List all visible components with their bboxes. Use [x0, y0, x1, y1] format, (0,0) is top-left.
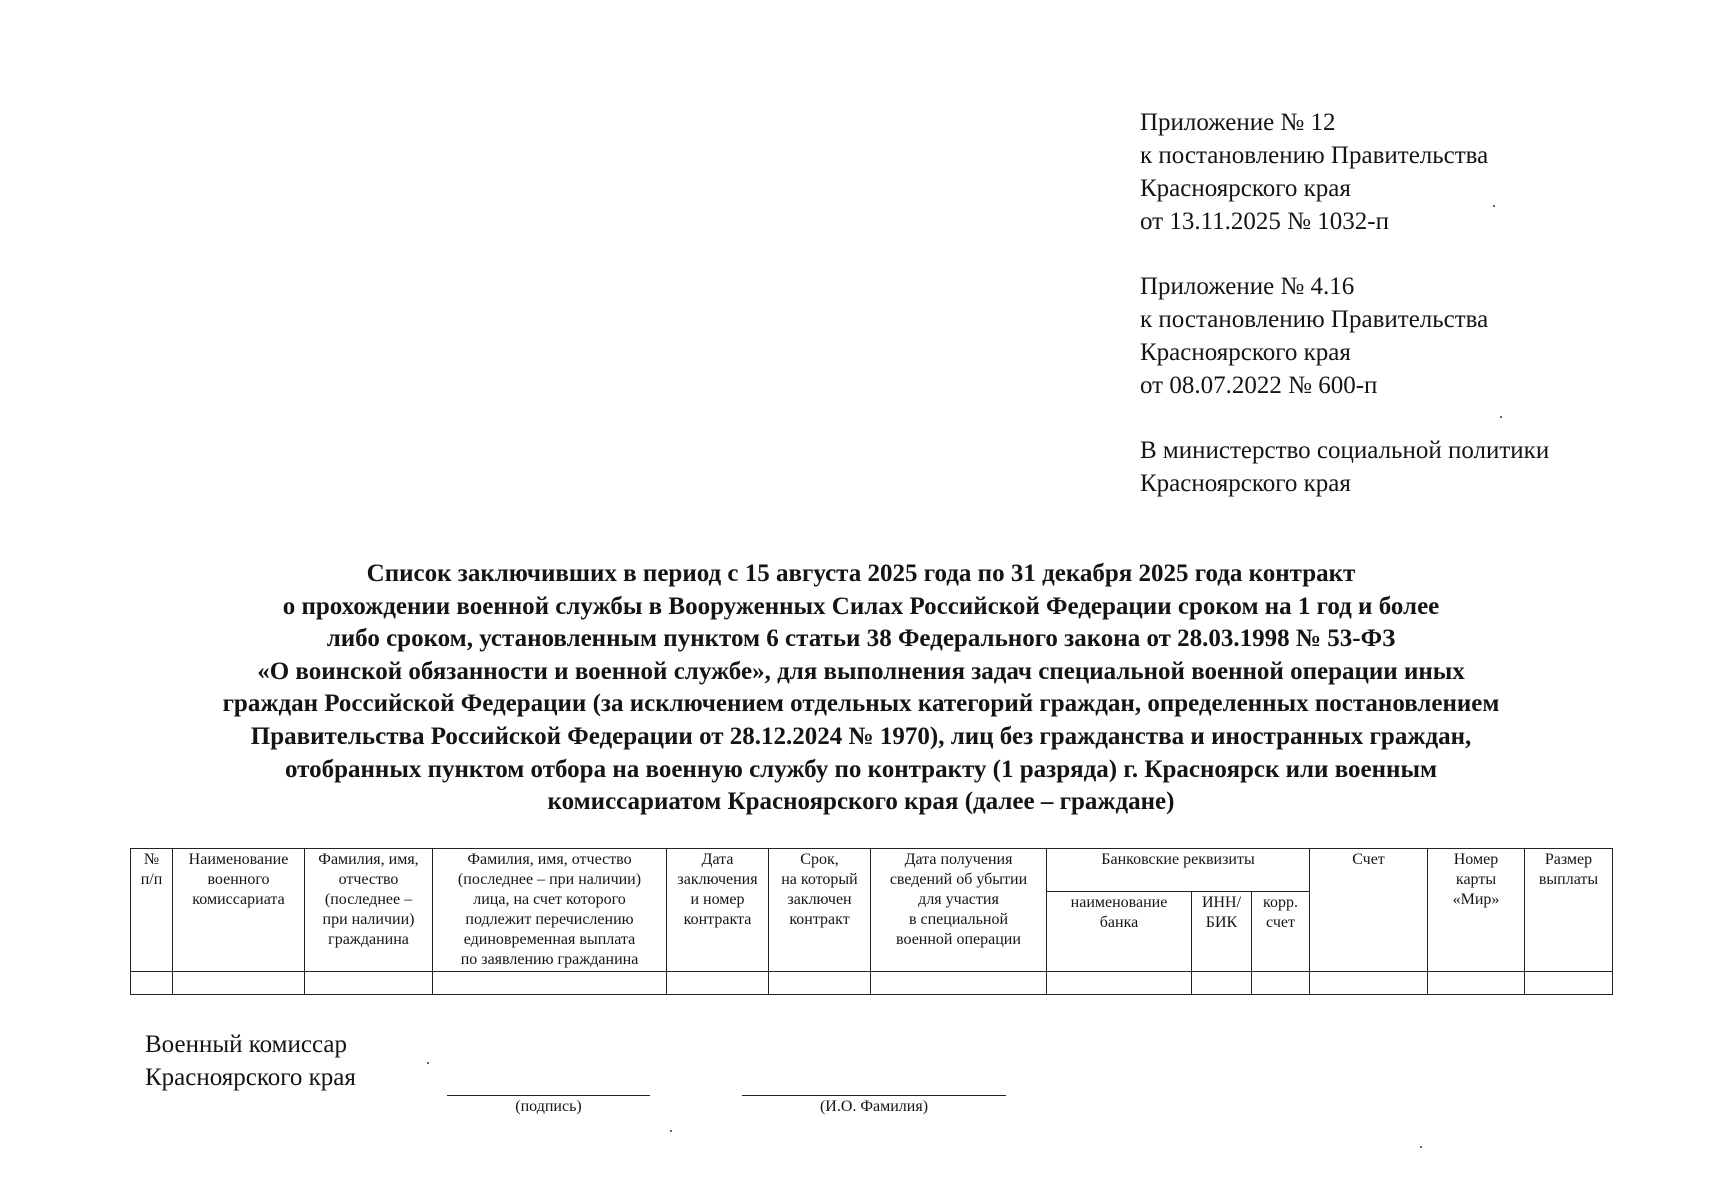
table-cell	[667, 972, 769, 995]
signatory-line: Военный комиссар	[145, 1031, 347, 1058]
table-cell	[1525, 972, 1613, 995]
signatory-line: Красноярского края	[145, 1064, 356, 1091]
table-cell	[1192, 972, 1252, 995]
name-caption: (И.О. Фамилия)	[819, 1098, 929, 1115]
header-inn-bik: ИНН/ БИК	[1192, 891, 1252, 971]
table-cell	[131, 972, 173, 995]
signature-caption: (подпись)	[515, 1098, 582, 1115]
header-bank-details: Банковские реквизиты	[1047, 849, 1310, 892]
header-commissariat: Наименование военного комиссариата	[173, 849, 305, 972]
header-recipient-name: Фамилия, имя, отчество (последнее – при наличии) лица, на счет которого подлежит перечислению единовременная выплата по заявлению гражданина	[433, 849, 667, 972]
scan-speck	[1500, 416, 1502, 418]
scan-speck	[1493, 205, 1495, 207]
addressee-block	[1140, 434, 1549, 500]
header-citizen-name: Фамилия, имя, отчество (последнее – при наличии) гражданина	[305, 849, 433, 972]
header-contract-date: Дата заключения и номер контракта	[667, 849, 769, 972]
title-line: комиссариатом Красноярского края (далее – граждане)	[547, 788, 1175, 816]
header-loss-date: Дата получения сведений об убытии для участия в специальной военной операции	[871, 849, 1047, 972]
scan-speck	[1420, 1146, 1422, 1148]
appendix-12-line: к постановлению Правительства	[1140, 142, 1489, 169]
header-contract-term: Срок, на который заключен контракт	[769, 849, 871, 972]
title-line: либо сроком, установленным пунктом 6 статьи 38 Федерального закона от 28.03.1998 № 53-ФЗ	[326, 625, 1396, 653]
header-corr-account: корр. счет	[1252, 891, 1310, 971]
addressee-line: Красноярского края	[1140, 470, 1351, 497]
table-row	[131, 972, 1613, 995]
table-cell	[1047, 972, 1192, 995]
title-line: Список заключивших в период с 15 августа 2025 года по 31 декабря 2025 года контракт	[366, 560, 1356, 587]
table-cell	[305, 972, 433, 995]
scan-speck	[427, 1062, 429, 1064]
table-cell	[173, 972, 305, 995]
table-cell	[1310, 972, 1428, 995]
header-num: № п/п	[131, 849, 173, 972]
signatory-block	[145, 1028, 356, 1094]
citizens-table	[130, 848, 1613, 995]
table-cell	[433, 972, 667, 995]
appendix-4-16-line: от 08.07.2022 № 600-п	[1140, 372, 1378, 399]
title-line: о прохождении военной службы в Вооруженных Силах Российской Федерации сроком на 1 год и более	[282, 592, 1440, 620]
table-cell	[1252, 972, 1310, 995]
table-cell	[769, 972, 871, 995]
header-bank-name: наименование банка	[1047, 891, 1192, 971]
appendix-4-16-line: Красноярского края	[1140, 339, 1351, 366]
document-title	[120, 558, 1602, 819]
appendix-12-line: Красноярского края	[1140, 175, 1351, 202]
appendix-12-line: Приложение № 12	[1140, 109, 1336, 136]
header-card-number: Номер карты «Мир»	[1428, 849, 1525, 972]
signature-line	[447, 1095, 650, 1096]
title-line: отобранных пунктом отбора на военную службу по контракту (1 разряда) г. Красноярск или военным	[284, 755, 1437, 783]
header-payment-amount: Размер выплаты	[1525, 849, 1613, 972]
appendix-4-16-line: Приложение № 4.16	[1140, 273, 1355, 300]
title-line: Правительства Российской Федерации от 28.12.2024 № 1970), лиц без гражданства и иностранных граждан,	[250, 722, 1472, 750]
appendix-4-16-line: к постановлению Правительства	[1140, 306, 1489, 333]
title-line: граждан Российской Федерации (за исключением отдельных категорий граждан, определенных постановлением	[222, 690, 1500, 718]
table-cell	[1428, 972, 1525, 995]
table-cell	[871, 972, 1047, 995]
header-account: Счет	[1310, 849, 1428, 972]
appendix-12-block	[1140, 106, 1488, 238]
appendix-12-line: от 13.11.2025 № 1032-п	[1140, 208, 1389, 235]
scan-speck	[670, 1130, 672, 1132]
name-line	[742, 1095, 1006, 1096]
table-header-row	[131, 849, 1613, 892]
appendix-4-16-block	[1140, 270, 1488, 402]
addressee-line: В министерство социальной политики	[1140, 437, 1550, 464]
title-line: «О воинской обязанности и военной службе», для выполнения задач специальной военной операции иных	[257, 657, 1465, 685]
